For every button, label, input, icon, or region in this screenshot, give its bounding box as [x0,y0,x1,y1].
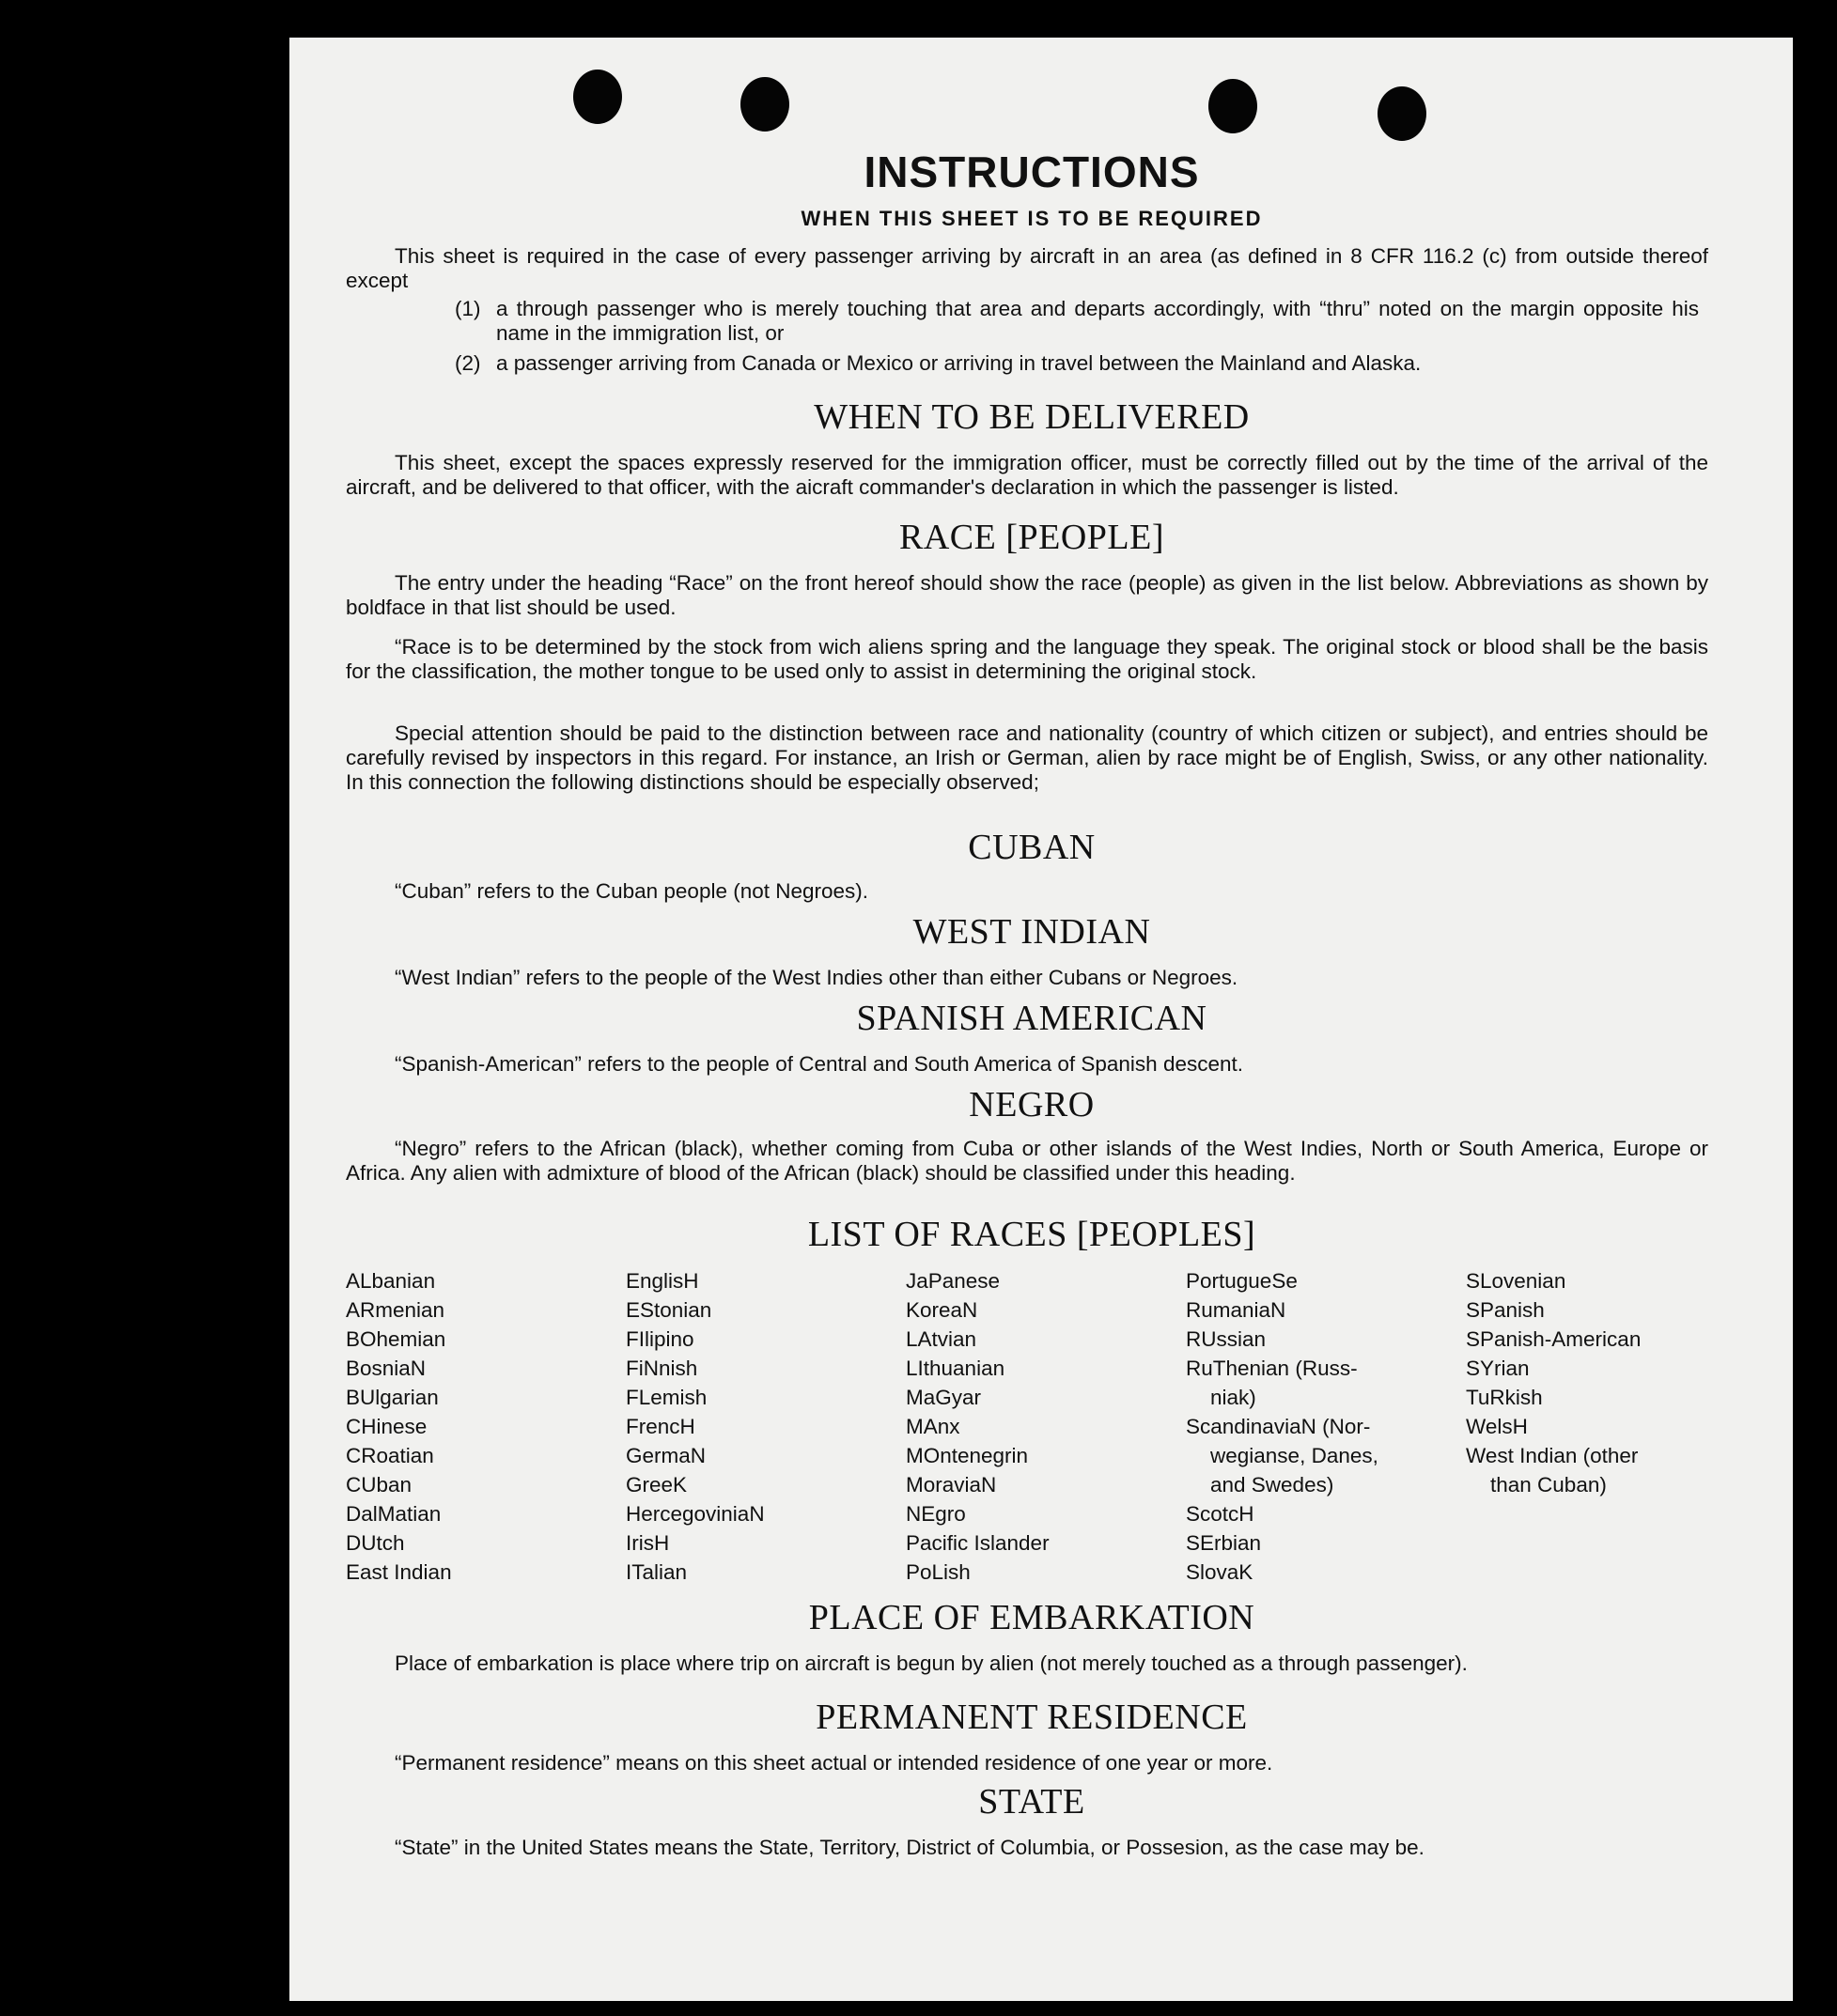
page-title: INSTRUCTIONS [864,147,1200,196]
race-entry: KoreaN [906,1298,978,1322]
race-entry: CHinese [346,1415,428,1438]
section-text: “Cuban” refers to the Cuban people (not Negroes). [395,879,869,903]
exception-number: (1) [455,297,481,320]
section-text: “Negro” refers to the African (black), whether coming from Cuba or other islands of the West Indies, North or South America, Europe or Africa. Any alien with admixture of blood of the African (black) should be classified under this heading. [346,1137,1708,1185]
race-entry: DalMatian [346,1502,442,1526]
section-text: Place of embarkation is place where trip on aircraft is begun by alien (not merely touched as a through passenger). [395,1652,1468,1675]
race-entry: PoLish [906,1560,971,1584]
race-entry: BUlgarian [346,1386,439,1409]
section-text: This sheet, except the spaces expressly reserved for the immigration officer, must be correctly filled out by the time of the arrival of the aircraft, and be delivered to that officer, with the aicraft commander's declaration in which the passenger is listed. [346,451,1708,499]
race-entry: EStonian [626,1298,712,1322]
race-entry: East Indian [346,1560,452,1584]
race-entry: ScotcH [1186,1502,1254,1526]
race-entry: RuThenian (Russ- [1186,1357,1358,1380]
race-entry: ARmenian [346,1298,445,1322]
race-entry: SPanish-American [1466,1327,1642,1351]
races-column-1 [346,1266,452,1587]
race-entry: SlovaK [1186,1560,1253,1584]
section-text: “State” in the United States means the State, Territory, District of Columbia, or Possesion, as the case may be. [395,1836,1424,1859]
intro-text: This sheet is required in the case of every passenger arriving by aircraft in an area (as defined in 8 CFR 116.2 (c) from outside thereof except [346,244,1708,292]
race-entry: BosniaN [346,1357,427,1380]
race-entry: DUtch [346,1531,405,1555]
section-heading: NEGRO [969,1085,1095,1124]
race-entry: MoraviaN [906,1473,997,1496]
exception-number: (2) [455,351,481,375]
race-entry: EnglisH [626,1269,699,1293]
section-heading: PLACE OF EMBARKATION [808,1598,1255,1637]
race-entry: SLovenian [1466,1269,1566,1293]
race-entry: GermaN [626,1444,707,1467]
race-entry: JaPanese [906,1269,1001,1293]
races-column-4 [1186,1266,1378,1587]
document-page [289,38,1793,2001]
race-entry: LAtvian [906,1327,977,1351]
race-entry: ScandinaviaN (Nor- [1186,1415,1371,1438]
section-heading: RACE [PEOPLE] [899,518,1164,557]
section-text: “West Indian” refers to the people of the West Indies other than either Cubans or Negroes. [395,966,1238,989]
race-entry: wegianse, Danes, [1210,1444,1378,1467]
section-text: “Race is to be determined by the stock from wich aliens spring and the language they speak. The original stock or blood shall be the basis for the classification, the mother tongue to be used only to assist in determining the original stock. [346,635,1708,683]
race-entry: niak) [1210,1386,1256,1409]
race-entry: CRoatian [346,1444,434,1467]
race-entry: SPanish [1466,1298,1545,1322]
race-entry: ITalian [626,1560,688,1584]
races-column-3 [906,1266,1050,1587]
race-entry: TuRkish [1466,1386,1543,1409]
race-entry: MaGyar [906,1386,982,1409]
race-entry: FIlipino [626,1327,694,1351]
race-entry: NEgro [906,1502,966,1526]
race-entry: Pacific Islander [906,1531,1050,1555]
section-heading: LIST OF RACES [PEOPLES] [807,1215,1256,1254]
exception-text: a through passenger who is merely touching that area and departs accordingly, with “thru” noted on the margin opposite his name in the immigration list, or [496,297,1699,345]
race-entry: FrencH [626,1415,695,1438]
race-entry: GreeK [626,1473,688,1496]
race-entry: FLemish [626,1386,708,1409]
race-entry: WelsH [1466,1415,1528,1438]
section-heading: WEST INDIAN [912,912,1151,952]
section-heading: PERMANENT RESIDENCE [816,1698,1248,1737]
race-entry: and Swedes) [1210,1473,1334,1496]
race-entry: HercegoviniaN [626,1502,765,1526]
page-subtitle: WHEN THIS SHEET IS TO BE REQUIRED [801,207,1263,230]
instructions-body [346,38,1718,2001]
section-text: Special attention should be paid to the distinction between race and nationality (country of which citizen or subject), and entries should be carefully revised by inspectors in this regard. For instance, an Irish or German, alien by race might be of English, Swiss, or any other nationality. In this connection the following distinctions should be especially observed; [346,721,1708,794]
races-column-5 [1466,1266,1641,1499]
race-entry: RUssian [1186,1327,1267,1351]
race-entry: MAnx [906,1415,960,1438]
race-entry: CUban [346,1473,413,1496]
race-entry: ALbanian [346,1269,436,1293]
races-column-2 [626,1266,765,1587]
race-entry: SYrian [1466,1357,1530,1380]
race-entry: MOntenegrin [906,1444,1029,1467]
section-heading: SPANISH AMERICAN [856,999,1207,1038]
exception-text: a passenger arriving from Canada or Mexico or arriving in travel between the Mainland and Alaska. [496,351,1422,375]
race-entry: RumaniaN [1186,1298,1286,1322]
race-entry: PortugueSe [1186,1269,1298,1293]
section-text: “Spanish-American” refers to the people of Central and South America of Spanish descent. [395,1052,1243,1076]
race-entry: IrisH [626,1531,670,1555]
section-text: “Permanent residence” means on this sheet actual or intended residence of one year or more. [395,1751,1273,1775]
race-entry: SErbian [1186,1531,1262,1555]
section-heading: CUBAN [968,828,1096,867]
race-entry: FiNnish [626,1357,698,1380]
section-heading: STATE [978,1782,1085,1822]
race-entry: than Cuban) [1490,1473,1607,1496]
race-entry: LIthuanian [906,1357,1005,1380]
race-entry: West Indian (other [1466,1444,1639,1467]
race-entry: BOhemian [346,1327,446,1351]
section-heading: WHEN TO BE DELIVERED [814,397,1250,437]
section-text: The entry under the heading “Race” on the front hereof should show the race (people) as given in the list below. Abbreviations as shown by boldface in that list should be used. [346,571,1708,619]
